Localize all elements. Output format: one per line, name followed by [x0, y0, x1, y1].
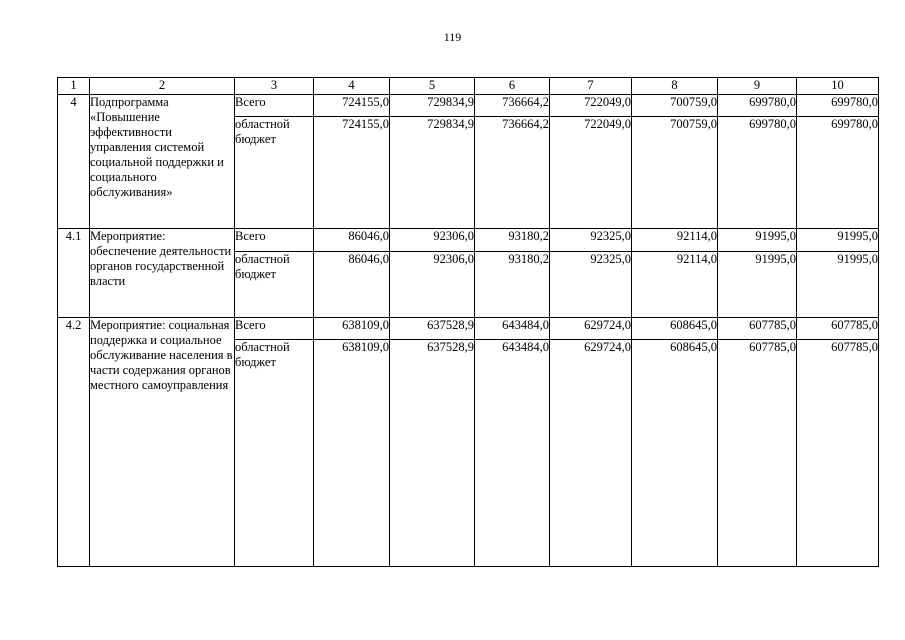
value-cell: 92306,0 [390, 229, 475, 252]
column-header: 6 [475, 78, 550, 95]
value-cell: 607785,0 [797, 318, 879, 340]
header-row [58, 78, 879, 95]
value-cell: 92325,0 [550, 229, 632, 252]
page-number: 119 [443, 30, 462, 44]
column-header: 10 [797, 78, 879, 95]
value-cell: 93180,2 [475, 229, 550, 252]
value-cell: 722049,0 [550, 95, 632, 117]
column-header: 5 [390, 78, 475, 95]
value-cell: 91995,0 [797, 252, 879, 318]
value-cell: 729834,9 [390, 95, 475, 117]
value-cell: 637528,9 [390, 340, 475, 567]
funding-source: Всего [235, 318, 314, 340]
program-name: Подпрограмма «Повышение эффективности управления системой социальной поддержки и социального обслуживания» [90, 95, 235, 229]
value-cell: 638109,0 [314, 340, 390, 567]
funding-source: Всего [235, 95, 314, 117]
value-cell: 638109,0 [314, 318, 390, 340]
program-name: Мероприятие: социальная поддержка и социальное обслуживание населения в части содержания органов местного самоуправления [90, 318, 235, 567]
value-cell: 86046,0 [314, 229, 390, 252]
value-cell: 607785,0 [718, 340, 797, 567]
value-cell: 608645,0 [632, 318, 718, 340]
funding-source: областной бюджет [235, 340, 314, 567]
value-cell: 607785,0 [797, 340, 879, 567]
value-cell: 736664,2 [475, 117, 550, 229]
row-number: 4.1 [58, 229, 90, 318]
value-cell: 92325,0 [550, 252, 632, 318]
value-cell: 637528,9 [390, 318, 475, 340]
funding-source: областной бюджет [235, 252, 314, 318]
table-row [58, 229, 879, 252]
table-row [58, 95, 879, 117]
table-row [58, 318, 879, 340]
value-cell: 92306,0 [390, 252, 475, 318]
value-cell: 91995,0 [797, 229, 879, 252]
value-cell: 699780,0 [797, 117, 879, 229]
value-cell: 629724,0 [550, 318, 632, 340]
value-cell: 91995,0 [718, 229, 797, 252]
budget-table [57, 77, 879, 567]
column-header: 2 [90, 78, 235, 95]
value-cell: 699780,0 [718, 117, 797, 229]
value-cell: 93180,2 [475, 252, 550, 318]
column-header: 7 [550, 78, 632, 95]
column-header: 3 [235, 78, 314, 95]
column-header: 4 [314, 78, 390, 95]
value-cell: 86046,0 [314, 252, 390, 318]
value-cell: 724155,0 [314, 95, 390, 117]
column-header: 8 [632, 78, 718, 95]
value-cell: 699780,0 [797, 95, 879, 117]
value-cell: 729834,9 [390, 117, 475, 229]
value-cell: 607785,0 [718, 318, 797, 340]
value-cell: 643484,0 [475, 318, 550, 340]
program-name: Мероприятие: обеспечение деятельности органов государственной власти [90, 229, 235, 318]
value-cell: 700759,0 [632, 117, 718, 229]
value-cell: 722049,0 [550, 117, 632, 229]
row-number: 4.2 [58, 318, 90, 567]
value-cell: 699780,0 [718, 95, 797, 117]
column-header: 1 [58, 78, 90, 95]
value-cell: 91995,0 [718, 252, 797, 318]
column-header: 9 [718, 78, 797, 95]
value-cell: 700759,0 [632, 95, 718, 117]
funding-source: Всего [235, 229, 314, 252]
value-cell: 643484,0 [475, 340, 550, 567]
value-cell: 736664,2 [475, 95, 550, 117]
value-cell: 92114,0 [632, 229, 718, 252]
funding-source: областной бюджет [235, 117, 314, 229]
row-number: 4 [58, 95, 90, 229]
value-cell: 608645,0 [632, 340, 718, 567]
value-cell: 92114,0 [632, 252, 718, 318]
value-cell: 724155,0 [314, 117, 390, 229]
value-cell: 629724,0 [550, 340, 632, 567]
